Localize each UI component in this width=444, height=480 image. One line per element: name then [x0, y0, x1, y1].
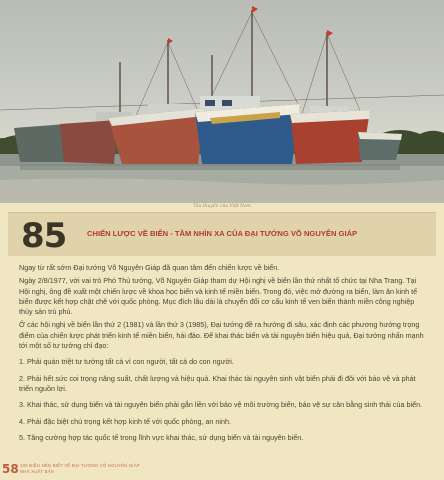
list-item: 5. Tăng cường hợp tác quốc tế trong lĩnh vực khai thác, sử dụng biển và tài nguyên biển. [19, 432, 304, 442]
fishing-boats-harbor-photo-icon [0, 0, 444, 203]
list-item: 2. Phải hết sức coi trọng năng suất, chất lượng và hiệu quả. Khai thác tài nguyên sinh vật biển phải đi đôi với bảo vệ và phát triển nguồn lợi. [19, 373, 416, 393]
page-footer [0, 460, 444, 480]
list-item: 4. Phải đặc biệt chú trọng kết hợp kinh tế với quốc phòng, an ninh. [19, 416, 232, 426]
list-item: 3. Khai thác, sử dụng biển và tài nguyên biển phải gắn liền với bảo vệ môi trường biển, bảo vệ sự cân bằng sinh thái của biển. [19, 400, 423, 410]
paragraph: Ở các hội nghị về biển lần thứ 2 (1981) và lần thứ 3 (1985), Đại tướng đề ra hướng đi sâu, xác định các phương hướng trọng điểm của chiến lược phát triển kinh tế miền biển, hải đảo. Để khai thác biển và tài nguyên biển hiệu quả, Đại tướng nhấn mạnh tới một số tư tưởng chỉ đạo: [19, 320, 424, 351]
paragraph: Ngay từ rất sớm Đại tướng Võ Nguyên Giáp đã quan tâm đến chiến lược về biển. [19, 263, 280, 272]
running-head [20, 463, 140, 474]
running-head-line: 100 ĐIỀU NÊN BIẾT VỀ ĐẠI TƯỚNG VÕ NGUYÊN GIÁP [20, 463, 140, 468]
paragraph: Ngày 2/8/1977, với vai trò Phó Thủ tướng, Võ Nguyên Giáp tham dự Hội nghị về biển lần thứ nhất tổ chức tại Nha Trang. Tại Hội nghị, ông đề xuất một chiến lược về khoa học biển và kinh tế miền biển. Trong đó, việc mở đường ra biển, làm ăn kinh tế biển được kết hợp chặt chẽ với quốc phòng. Mục đích lâu dài là chuyển đổi cơ cấu kinh tế ven biển thành miền công nghiệp thủy sản trù phú. [19, 276, 418, 317]
page-number: 58 [2, 462, 19, 476]
section-number: 85 [21, 216, 67, 256]
photo-caption: Tàu thuyền của Việt Nam [193, 204, 251, 209]
fishing-boats-photo [0, 0, 444, 203]
section-title: CHIẾN LƯỢC VỀ BIỂN - TẦM NHÌN XA CỦA ĐẠI TƯỚNG VÕ NGUYÊN GIÁP [87, 229, 358, 238]
running-head-line: NHÀ XUẤT BẢN [20, 468, 55, 474]
article-body [19, 263, 426, 449]
section-header [8, 212, 436, 256]
list-item: 1. Phải quán triệt tư tưởng tất cả vì con người, tất cả do con người. [19, 357, 234, 367]
